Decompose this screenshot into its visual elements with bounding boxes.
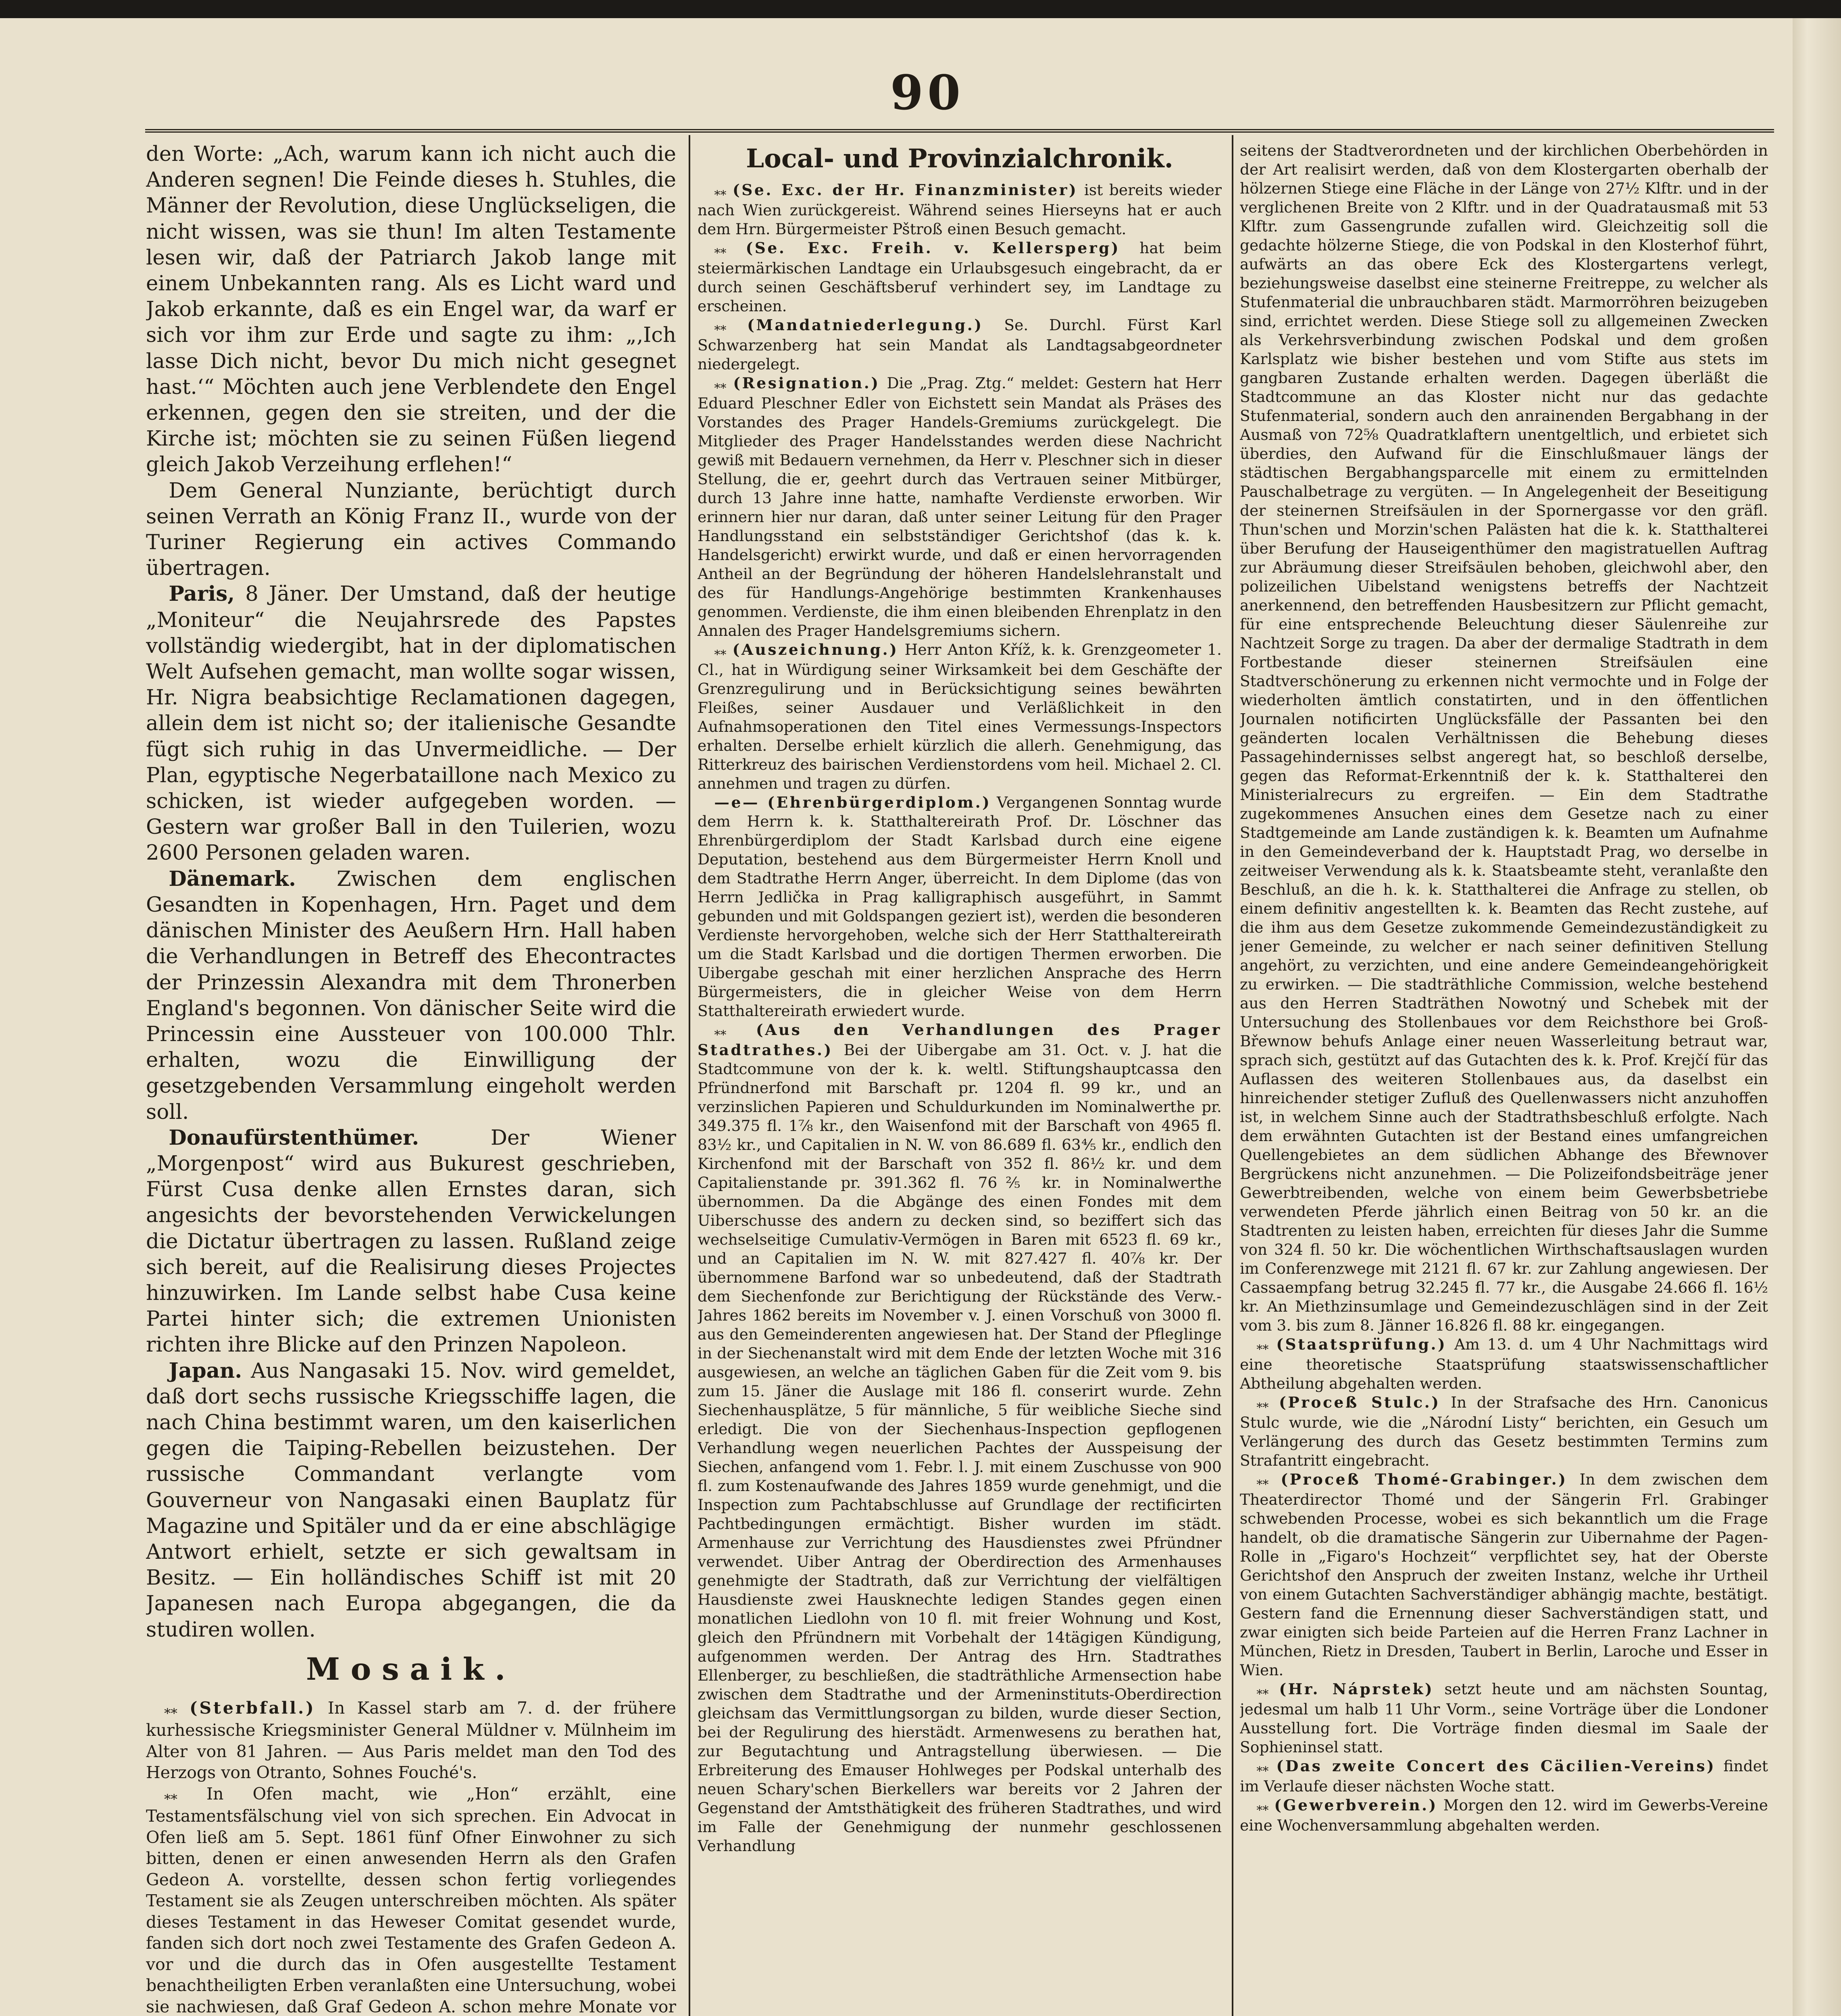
article-text: Zwischen dem englischen Gesandten in Kopenhagen, Hrn. Paget und dem dänischen Minister des Aeußern Hrn. Hall haben die Verhandlungen in Betreff des Ehecontractes der Prinzessin Alexandra mit dem Thronerben England's begonnen. Von dänischer Seite wird die Princessin eine Aussteuer von 100.000 Thlr. erhalten, wozu die Einwilligung der gesetzgebenden Versammlung eingeholt werden soll. (146, 866, 676, 1124)
column-right (1240, 141, 1768, 2016)
column-left (146, 141, 676, 2016)
header-rule (145, 129, 1774, 133)
article-paragraph (146, 141, 676, 478)
article-lead: Japan. (169, 1358, 242, 1383)
article-paragraph: ⁎⁎ (Hr. Náprstek) setzt heute und am nächsten Sountag, jedesmal um halb 11 Uhr Vorm., seine Vorträge über die Londoner Ausstellung fort. Die Vorträge finden diesmal im Saale der Sophieninsel statt. (1240, 1680, 1768, 1756)
page-number: 90 (890, 65, 965, 121)
article-lead: (Auszeichnung.) (732, 641, 899, 658)
article-paragraph: ⁎⁎ (Staatsprüfung.) Am 13. d. um 4 Uhr Nachmittags wird eine theoretische Staatsprüfung staatswissenschaftlicher Abtheilung abgehalten werden. (1240, 1335, 1768, 1392)
article-lead: (Se. Exc. Freih. v. Kellersperg) (746, 239, 1120, 257)
article-lead: (Resignation.) (733, 374, 880, 392)
article-paragraph (146, 1358, 676, 1643)
article-lead: Dänemark. (169, 866, 296, 891)
article-paragraph: ⁎⁎ (Se. Exc. der Hr. Finanzminister) ist bereits wieder nach Wien zurückgereist. Während seines Hierseyns hat er auch dem Hrn. Bürgermeister Pštroß einen Besuch gemacht. (698, 181, 1222, 238)
article-lead: (Sterbfall.) (190, 1698, 316, 1718)
article-paragraph (698, 793, 1222, 1020)
article-paragraph (1240, 141, 1768, 1335)
article-paragraph: ⁎⁎ (Das zweite Concert des Cäcilien-Vereins) findet im Verlaufe dieser nächsten Woche statt. (1240, 1757, 1768, 1795)
article-lead: —e— (Ehrenbürgerdiplom.) (714, 793, 991, 811)
article-paragraph: ⁎⁎ (Aus den Verhandlungen des Prager Stadtrathes.) Bei der Uibergabe am 31. Oct. v. J. hat die Stadtcommune von der k. k. weltl. Stiftungshauptcassa den Pfründnerfond mit Barschaft pr. 1204 fl. 99 kr., und an verzinslichen Papieren und Schuldurkunden im Nominalwerthe pr. 349.375 fl. 1⅞ kr., den Waisenfond mit der Barschaft von 4965 fl. 83½ kr., und Capitalien in N. W. von 86.689 fl. 63⅘ kr., endlich den Kirchenfond mit der Barschaft von 352 fl. 86½ kr. und dem Capitalienstande pr. 391.362 fl. 76⅖ kr. in Nominalwerthe übernommen. Da die Abgänge des einen Fondes mit dem Uiberschusse des andern zu decken sind, so beziffert sich das wechselseitige Cumulativ-Vermögen in Baren mit 6523 fl. 69 kr., und an Capitalien im N. W. mit 827.427 fl. 40⅞ kr. Der übernommene Barfond war so unbedeutend, daß der Stadtrath dem Siechenfonde zur Berichtigung der Rückstände des Verw.-Jahres 1862 bereits im November v. J. einen Vorschuß von 3000 fl. aus den Gemeinderenten angewiesen hat. Der Stand der Pfleglinge in der Siechenanstalt wird mit dem Ende der letzten Woche mit 316 ausgewiesen, an welche an täglichen Gaben für die Zeit vom 9. bis zum 15. Jäner die Auslage mit 186 fl. conserirt wurde. Zehn Siechenhausplätze, 5 für männliche, 5 für weibliche Sieche sind erledigt. Die von der Siechenhaus-Inspection gepflogenen Verhandlung wegen neuerlichen Pachtes der Ausspeisung der Siechen, anfangend vom 1. Febr. l. J. mit einem Zuschusse von 900 fl. zum Kostenaufwande des Jahres 1859 wurde genehmigt, und die Inspection zum Pachtabschlusse auf Grundlage der rectificirten Pachtbedingungen ermächtigt. Bisher wurden im städt. Armenhause zur Verrichtung des Hausdienstes zwei Pfründner verwendet. Uiber Antrag der Oberdirection des Armenhauses genehmigte der Stadtrath, daß zur Verrichtung der vielfältigen Hausdienste zwei Hausknechte ledigen Standes gegen einen monatlichen Liedlohn von 10 fl. mit freier Wohnung und Kost, gleich den Pfründnern mit Vorbehalt der 14tägigen Kündigung, aufgenommen werden. Der Antrag des Hrn. Stadtrathes Ellenberger, zu beschließen, die stadträthliche Armensection habe zwischen dem Stadtrathe und der Armeninstituts-Oberdirection gleichsam das Vermittlungsorgan zu bilden, wurde dieser Section, bei der Regulirung des hierstädt. Armenwesens zu berathen hat, zur Begutachtung und Antragstellung überwiesen. — Die Erbreiterung des Emauser Hohlweges per Podskal unterhalb des neuen Schary'schen Bierkellers war bereits vor 2 Jahren der Gegenstand der Amtsthätigkeit des früheren Stadtrathes, und wird im Falle der Genehmigung der nunmehr geschlossenen Verhandlung (698, 1021, 1222, 1855)
article-text: In Ofen macht, wie „Hon“ erzählt, eine Testamentsfälschung viel von sich sprechen. Ein Advocat in Ofen ließ am 5. Sept. 1861 fünf Ofner Einwohner zu sich bitten, denen er einen anwesenden Herrn als den Grafen Gedeon A. vorstellte, dessen schon fertig vorliegendes Testament sie als Zeugen unterschreiben möchten. Als später dieses Testament in das Heweser Comitat gesendet wurde, fanden sich dort noch zwei Testamente des Grafen Gedeon A. vor und die durch das in Ofen ausgestellte Testament benachtheiligten Erben veranlaßten eine Untersuchung, wobei sie nachwiesen, daß Graf Gedeon A. schon mehre Monate vor (146, 1784, 676, 2016)
article-text: findet im Verlaufe dieser nächsten Woche statt. (1240, 1757, 1768, 1795)
article-lead: (Staatsprüfung.) (1276, 1335, 1447, 1353)
article-text: Bei der Uibergabe am 31. Oct. v. J. hat die Stadtcommune von der k. k. weltl. Stiftungshauptcassa den Pfründnerfond mit Barschaft pr. 1204 fl. 99 kr., und an verzinslichen Papieren und Schuldurkunden im Nominalwerthe pr. 349.375 fl. 1⅞ kr., den Waisenfond mit der Barschaft von 4965 fl. 83½ kr., und Capitalien in N. W. von 86.689 fl. 63⅘ kr., endlich den Kirchenfond mit der Barschaft von 352 fl. 86½ kr. und dem Capitalienstande pr. 391.362 fl. 76⅖ kr. in Nominalwerthe übernommen. Da die Abgänge des einen Fondes mit dem Uiberschusse des andern zu decken sind, so beziffert sich das wechselseitige Cumulativ-Vermögen in Baren mit 6523 fl. 69 kr., und an Capitalien im N. W. mit 827.427 fl. 40⅞ kr. Der übernommene Barfond war so unbedeutend, daß der Stadtrath dem Siechenfonde zur Berichtigung der Rückstände des Verw.-Jahres 1862 bereits im November v. J. einen Vorschuß von 3000 fl. aus den Gemeinderenten angewiesen hat. Der Stand der Pfleglinge in der Siechenanstalt wird mit dem Ende der letzten Woche mit 316 ausgewiesen, an welche an täglichen Gaben für die Zeit vom 9. bis zum 15. Jäner die Auslage mit 186 fl. conserirt wurde. Zehn Siechenhausplätze, 5 für männliche, 5 für weibliche Sieche sind erledigt. Die von der Siechenhaus-Inspection gepflogenen Verhandlung wegen neuerlichen Pachtes der Ausspeisung der Siechen, anfangend vom 1. Febr. l. J. mit einem Zuschusse von 900 fl. zum Kostenaufwande des Jahres 1859 wurde genehmigt, und die Inspection zum Pachtabschlusse auf Grundlage der rectificirten Pachtbedingungen ermächtigt. Bisher wurden im städt. Armenhause zur Verrichtung des Hausdienstes zwei Pfründner verwendet. Uiber Antrag der Oberdirection des Armenhauses genehmigte der Stadtrath, daß zur Verrichtung der vielfältigen Hausdienste zwei Hausknechte ledigen Standes gegen einen monatlichen Liedlohn von 10 fl. mit freier Wohnung und Kost, gleich den Pfründnern mit Vorbehalt der 14tägigen Kündigung, aufgenommen werden. Der Antrag des Hrn. Stadtrathes Ellenberger, zu beschließen, die stadträthliche Armensection habe zwischen dem Stadtrathe und der Armeninstituts-Oberdirection gleichsam das Vermittlungsorgan zu bilden, wurde dieser Section, bei der Regulirung des hierstädt. Armenwesens zu berathen hat, zur Begutachtung und Antragstellung überwiesen. — Die Erbreiterung des Emauser Hohlweges per Podskal unterhalb des neuen Schary'schen Bierkellers war bereits vor 2 Jahren der Gegenstand der Amtsthätigkeit des früheren Stadtrathes, und wird im Falle der Genehmigung der nunmehr geschlossenen Verhandlung (698, 1041, 1222, 1855)
page-edge (1793, 18, 1841, 2016)
article-lead: (Proceß Stulc.) (1279, 1393, 1441, 1411)
article-text: Am 13. d. um 4 Uhr Nachmittags wird eine theoretische Staatsprüfung staatswissenschaftlicher Abtheilung abgehalten werden. (1240, 1335, 1768, 1392)
article-paragraph: ⁎⁎ (Auszeichnung.) Herr Anton Kříž, k. k. Grenzgeometer 1. Cl., hat in Würdigung seiner Wirksamkeit bei dem Geschäfte der Grenzregulirung und in Berücksichtigung seines bewährten Fleißes, seiner Ausdauer und Verläßlichkeit in den Aufnahmsoperationen den Titel eines Vermessungs-Inspectors erhalten. Derselbe erhielt kürzlich die allerh. Genehmigung, das Ritterkreuz des bairischen Verdienstordens vom heil. Michael 2. Cl. annehmen und tragen zu dürfen. (698, 641, 1222, 792)
article-paragraph (146, 866, 676, 1125)
article-paragraph: ⁎⁎ (Proceß Thomé-Grabinger.) In dem zwischen dem Theaterdirector Thomé und der Sängerin Frl. Grabinger schwebenden Processe, wobei es sich bekanntlich um die Frage handelt, ob die dramatische Sängerin zur Uibernahme der Pagen-Rolle in „Figaro's Hochzeit“ verpflichtet sey, hat der Oberste Gerichtshof den Anspruch der zweiten Instanz, welche ihr Urtheil von einem Gutachten Sachverständiger abhängig machte, bestätigt. Gestern fand die Ernennung dieser Sachverständigen statt, und zwar einigten sich beide Parteien auf die Herren Franz Lachner in München, Rietz in Dresden, Taubert in Berlin, Laroche und Esser in Wien. (1240, 1470, 1768, 1679)
article-text: Die „Prag. Ztg.“ meldet: Gestern hat Herr Eduard Pleschner Edler von Eichstett sein Mandat als Präses des Vorstandes des Prager Handels-Gremiums zurückgelegt. Die Mitglieder des Prager Handelsstandes werden diese Nachricht gewiß mit Bedauern vernehmen, da Herr v. Pleschner sich in dieser Stellung, die er, geehrt durch das Vertrauen seiner Mitbürger, durch 13 Jahre inne hatte, namhafte Verdienste erworben. Wir erinnern hier nur daran, daß unter seiner Leitung für den Prager Handlungsstand ein selbstständiger Gerichtshof (das k. k. Handelsgericht) erwirkt wurde, und daß er einen hervorragenden Antheil an der Begründung der höheren Handelslehranstalt und des für Handlungs-Angehörige bestimmten Krankenhauses genommen. Verdienste, die ihm einen bleibenden Ehrenplatz in den Annalen des Prager Handelsgremiums sichern. (698, 374, 1222, 639)
article-lead: (Se. Exc. der Hr. Finanzminister) (732, 181, 1078, 199)
article-paragraph (146, 581, 676, 866)
article-text: In der Strafsache des Hrn. Canonicus Stulc wurde, wie die „Národní Listy“ berichten, ein Gesuch um Verlängerung des durch das Gesetz bestimmten Termins zum Strafantritt eingebracht. (1240, 1393, 1768, 1469)
article-paragraph (146, 478, 676, 581)
article-lead: Paris, (169, 582, 235, 606)
article-text: hat beim steiermärkischen Landtage ein Urlaubsgesuch eingebracht, da er durch seinen Geschäftsberuf verhindert sey, im Landtage zu erscheinen. (698, 239, 1222, 315)
article-paragraph (146, 1125, 676, 1358)
left-news-section (146, 141, 676, 1643)
article-paragraph: ⁎⁎ In Ofen macht, wie „Hon“ erzählt, eine Testamentsfälschung viel von sich sprechen. Ein Advocat in Ofen ließ am 5. Sept. 1861 fünf Ofner Einwohner zu sich bitten, denen er einen anwesenden Herrn als den Grafen Gedeon A. vorstellte, dessen schon fertig vorliegendes Testament sie als Zeugen unterschreiben möchten. Als später dieses Testament in das Heweser Comitat gesendet wurde, fanden sich dort noch zwei Testamente des Grafen Gedeon A. vor und die durch das in Ofen ausgestellte Testament benachtheiligten Erben veranlaßten eine Untersuchung, wobei sie nachwiesen, daß Graf Gedeon A. schon mehre Monate vor (146, 1783, 676, 2016)
article-text: Morgen den 12. wird im Gewerbs-Vereine eine Wochenversammlung abgehalten werden. (1240, 1796, 1768, 1834)
article-paragraph: ⁎⁎ (Gewerbverein.) Morgen den 12. wird im Gewerbs-Vereine eine Wochenversammlung abgehalten werden. (1240, 1796, 1768, 1834)
article-text: setzt heute und am nächsten Sountag, jedesmal um halb 11 Uhr Vorm., seine Vorträge über die Londoner Ausstellung fort. Die Vorträge finden diesmal im Saale der Sophieninsel statt. (1240, 1680, 1768, 1756)
article-text: den Worte: „Ach, warum kann ich nicht auch die Anderen segnen! Die Feinde dieses h. Stuhles, die Männer der Revolution, diese Unglückseligen, die nicht wissen, was sie thun! Im alten Testamente lesen wir, daß der Patriarch Jakob lange mit einem Unbekannten rang. Als es Licht ward und Jakob erkannte, daß es ein Engel war, da warf er sich vor ihm zur Erde und sagte zu ihm: „‚Ich lasse Dich nicht, bevor Du mich nicht gesegnet hast.‘“ Möchten auch jene Verblendete den Engel erkennen, gegen den sie streiten, und der die Kirche ist; möchten sie zu seinen Füßen liegend gleich Jakob Verzeihung erflehen!“ (146, 142, 676, 477)
article-lead: (Gewerbverein.) (1274, 1796, 1438, 1814)
article-paragraph: ⁎⁎ (Sterbfall.) In Kassel starb am 7. d. der frühere kurhessische Kriegsminister General Müldner v. Mülnheim im Alter von 81 Jahren. — Aus Paris meldet man den Tod des Herzogs von Otranto, Sohnes Fouché's. (146, 1698, 676, 1783)
article-text: Vergangenen Sonntag wurde dem Herrn k. k. Statthaltereirath Prof. Dr. Löschner das Ehrenbürgerdiplom der Stadt Karlsbad durch eine eigene Deputation, bestehend aus dem Bürgermeister Herrn Knoll und dem Stadtrathe Herrn Anger, überreicht. In dem Diplome (das von Herrn Jedlička in Prag kalligraphisch ausgeführt, in Sammt gebunden und mit Goldspangen geziert ist), werden die besonderen Verdienste hervorgehoben, welche sich der Herr Statthaltereirath um die Stadt Karlsbad und die dortigen Thermen erworben. Die Uibergabe geschah mit einer herzlichen Ansprache des Herrn Bürgermeisters, die in gleicher Weise von dem Herrn Statthaltereirath erwiedert wurde. (698, 793, 1222, 1020)
article-text: Aus Nangasaki 15. Nov. wird gemeldet, daß dort sechs russische Kriegsschiffe lagen, die nach China bestimmt waren, um den kaiserlichen gegen die Taiping-Rebellen beizustehen. Der russische Commandant verlangte vom Gouverneur von Nangasaki einen Bauplatz für Magazine und Spitäler und da er eine abschlägige Antwort erhielt, setzte er sich gewaltsam in Besitz. — Ein holländisches Schiff ist mit 20 Japanesen nach Europa abgegangen, die da studiren wollen. (146, 1358, 676, 1642)
column-divider (689, 135, 690, 2016)
article-lead: (Aus den Verhandlungen des Prager Stadtrathes.) (698, 1021, 1222, 1059)
article-paragraph: ⁎⁎ (Mandatniederlegung.) Se. Durchl. Fürst Karl Schwarzenberg hat sein Mandat als Landtagsabgeordneter niedergelegt. (698, 316, 1222, 373)
column-divider (1232, 135, 1233, 2016)
article-lead: Donaufürstenthümer. (169, 1125, 419, 1150)
article-lead: (Proceß Thomé-Grabinger.) (1281, 1470, 1568, 1488)
article-paragraph: ⁎⁎ (Se. Exc. Freih. v. Kellersperg) hat beim steiermärkischen Landtage ein Urlaubsgesuch eingebracht, da er durch seinen Geschäftsberuf verhindert sey, im Landtage zu erscheinen. (698, 239, 1222, 315)
article-text: Der Wiener „Morgenpost“ wird aus Bukurest geschrieben, Fürst Cusa denke allen Ernstes daran, sich angesichts der bevorstehenden Verwickelungen die Dictatur übertragen zu lassen. Rußland zeige sich bereit, auf die Realisirung dieses Projectes hinzuwirken. Im Lande selbst habe Cusa keine Partei hinter sich; die extremen Unionisten richten ihre Blicke auf den Prinzen Napoleon. (146, 1125, 676, 1357)
article-paragraph: ⁎⁎ (Resignation.) Die „Prag. Ztg.“ meldet: Gestern hat Herr Eduard Pleschner Edler von Eichstett sein Mandat als Präses des Vorstandes des Prager Handels-Gremiums zurückgelegt. Die Mitglieder des Prager Handelsstandes werden diese Nachricht gewiß mit Bedauern vernehmen, da Herr v. Pleschner sich in dieser Stellung, die er, geehrt durch das Vertrauen seiner Mitbürger, durch 13 Jahre inne hatte, namhafte Verdienste erworben. Wir erinnern hier nur daran, daß unter seiner Leitung für den Prager Handlungsstand ein selbstständiger Gerichtshof (das k. k. Handelsgericht) erwirkt wurde, und daß er einen hervorragenden Antheil an der Begründung der höheren Handelslehranstalt und des für Handlungs-Angehörige bestimmten Krankenhauses genommen. Verdienste, die ihm einen bleibenden Ehrenplatz in den Annalen des Prager Handelsgremiums sichern. (698, 374, 1222, 639)
article-text: Se. Durchl. Fürst Karl Schwarzenberg hat sein Mandat als Landtagsabgeordneter niedergelegt. (698, 316, 1222, 373)
article-text: seitens der Stadtverordneten und der kirchlichen Oberbehörden in der Art realisirt werden, daß von dem Klostergarten oberhalb der hölzernen Stiege eine Fläche in der Länge von 27½ Klftr. und in der verglichenen Breite von 2 Klftr. und in der Quadratausmaß mit 53 Klftr. zum Gassengrunde zufallen wird. Gleichzeitig soll die gedachte hölzerne Stiege, die von Podskal in den Klosterhof führt, aufwärts an das obere Eck des Klostergartens verlegt, beziehungsweise daselbst eine steinerne Freitreppe, zu welcher als Stufenmaterial die unbrauchbaren städt. Marmorröhren beizugeben sind, errichtet werden. Diese Stiege soll zu allgemeinen Zwecken als Verkehrsverbindung zwischen Podskal und dem großen Karlsplatz wie bisher bestehen und vom Stifte aus stets im gangbaren Zustande erhalten werden. Dagegen überläßt die Stadtcommune an das Kloster nicht nur das gedachte Stufenmaterial, sondern auch den anrainenden Bergabhang in der Ausmaß von 72⅝ Quadratklaftern unentgeltlich, und erbietet sich überdies, den Aufwand für die Einschlußmauer längs der städtischen Bergabhangsparcelle mit einem zu ermittelnden Pauschalbetrage zu vergüten. — In Angelegenheit der Beseitigung der steinernen Streifsäulen in der Spornergasse vor den gräfl. Thun'schen und Morzin'schen Palästen hat die k. k. Statthalterei über Berufung der Hauseigenthümer den magistratuellen Auftrag zur Abräumung dieser Streifsäulen behoben, gleichwohl aber, den polizeilichen Uibelstand wenigstens betreffs der Nachtzeit anerkennend, den betreffenden Hausbesitzern zur Pflicht gemacht, für eine entsprechende Beleuchtung dieser Säulenreihe zur Nachtzeit Sorge zu tragen. Da aber der dermalige Stadtrath in dem Fortbestande dieser steinernen Streifsäulen eine Stadtverschönerung zu erkennen nicht vermochte und in Folge der wiederholten ämtlich constatirten, und in den öffentlichen Journalen notificirten Unglücksfälle der Passanten bei den geänderten localen Verhältnissen die Behebung dieses Passagehindernisses selbst angeregt hat, so beschloß derselbe, gegen das Reformat-Erkenntniß der k. k. Statthalterei den Ministerialrecurs zu ergreifen. — Ein dem Stadtrathe zugekommenes Ansuchen eines dem Gesetze nach zu einer Stadtgemeinde am Lande zuständigen k. k. Beamten um Aufnahme in den Gemeindeverband der k. Hauptstadt Prag, wo derselbe in zeitweiser Verwendung als k. k. Staatsbeamte steht, veranlaßte den Beschluß, an die h. k. k. Statthalterei die Anfrage zu stellen, ob einem definitiv angestellten k. k. Beamten das Recht zustehe, auf die ihm aus dem Gesetze zukommende Gemeindezuständigkeit zu jener Gemeinde, zu welcher er nach seiner definitiven Stellung angehört, zu verzichten, und eine andere Gemeindeangehörigkeit zu erwirken. — Die stadträthliche Commission, welche bestehend aus den Herren Stadträthen Nowotný und Schebek mit der Untersuchung des Stollenbaues vor dem Reichsthore bei Groß-Břewnow behufs Anlage einer neuen Wasserleitung betraut war, sprach sich, gestützt auf das Gutachten des k. k. Prof. Krejčí für das Auflassen des weiteren Stollenbaues aus, da daselbst ein hinreichender stetiger Zufluß des Quellenwassers nicht anzuhoffen ist, in welchem Sinne auch der Stadtrathsbeschluß erfolgte. Nach dem erwähnten Gutachten ist der Bestand eines umfangreichen Quellengebietes an dem südlichen Abhange des Břewnover Bergrückens nicht anzunehmen. — Die Polizeifondsbeiträge jener Gewerbtreibenden, welche von einem beim Gewerbsbetriebe verwendeten Pferde jährlich einen Beitrag von 50 kr. an die Stadtrenten zu leisten haben, erreichten für dieses Jahr die Summe von 324 fl. 50 kr. Die wöchentlichen Wirthschaftsauslagen wurden im Conferenzwege mit 2121 fl. 67 kr. zur Zahlung angewiesen. Der Cassaempfang betrug 32.245 fl. 77 kr., die Ausgabe 24.666 fl. 16½ kr. An Miethzinsumlage und Gemeindezuschlägen sind in der Zeit vom 3. bis zum 8. Jänner 16.826 fl. 88 kr. eingegangen. (1240, 142, 1768, 1334)
article-lead: (Hr. Náprstek) (1279, 1680, 1434, 1698)
article-text: In dem zwischen dem Theaterdirector Thomé und der Sängerin Frl. Grabinger schwebenden Processe, wobei es sich bekanntlich um die Frage handelt, ob die dramatische Sängerin zur Uibernahme der Pagen-Rolle in „Figaro's Hochzeit“ verpflichtet sey, hat der Oberste Gerichtshof den Anspruch der zweiten Instanz, welche ihr Urtheil von einem Gutachten Sachverständiger abhängig machte, bestätigt. Gestern fand die Ernennung dieser Sachverständigen statt, und zwar einigten sich beide Parteien auf die Herren Franz Lachner in München, Rietz in Dresden, Taubert in Berlin, Laroche und Esser in Wien. (1240, 1470, 1768, 1679)
section-heading-local-chronicle: Local- und Provinzialchronik. (746, 144, 1173, 174)
article-text: Dem General Nunziante, berüchtigt durch seinen Verrath an König Franz II., wurde von der Turiner Regierung ein actives Commando übertragen. (146, 478, 676, 581)
article-text: 8 Jäner. Der Umstand, daß der heutige „Moniteur“ die Neujahrsrede des Papstes vollständig wiedergibt, hat in der diplomatischen Welt Aufsehen gemacht, man wollte sogar wissen, Hr. Nigra beabsichtige Reclamationen dagegen, allein dem ist nicht so; der italienische Gesandte fügt sich ruhig in das Unvermeidliche. — Der Plan, egyptische Negerbataillone nach Mexico zu schicken, ist wieder aufgegeben worden. — Gestern war großer Ball in den Tuilerien, wozu 2600 Personen geladen waren. (146, 582, 676, 865)
article-text: Herr Anton Kříž, k. k. Grenzgeometer 1. Cl., hat in Würdigung seiner Wirksamkeit bei dem Geschäfte der Grenzregulirung und in Berücksichtigung seines bewährten Fleißes, seiner Ausdauer und Verläßlichkeit in den Aufnahmsoperationen den Titel eines Vermessungs-Inspectors erhalten. Derselbe erhielt kürzlich die allerh. Genehmigung, das Ritterkreuz des bairischen Verdienstordens vom heil. Michael 2. Cl. annehmen und tragen zu dürfen. (698, 641, 1222, 792)
article-text: ist bereits wieder nach Wien zurückgereist. Während seines Hierseyns hat er auch dem Hrn. Bürgermeister Pštroß einen Besuch gemacht. (698, 181, 1222, 238)
section-heading-mosaik: Mosaik. (306, 1651, 516, 1687)
mosaik-section (146, 1697, 676, 2016)
article-text: In Kassel starb am 7. d. der frühere kurhessische Kriegsminister General Müldner v. Mülnheim im Alter von 81 Jahren. — Aus Paris meldet man den Tod des Herzogs von Otranto, Sohnes Fouché's. (146, 1698, 676, 1783)
article-lead: (Das zweite Concert des Cäcilien-Vereins) (1276, 1757, 1716, 1775)
article-paragraph: ⁎⁎ (Proceß Stulc.) In der Strafsache des Hrn. Canonicus Stulc wurde, wie die „Národní Listy“ berichten, ein Gesuch um Verlängerung des durch das Gesetz bestimmten Termins zum Strafantritt eingebracht. (1240, 1393, 1768, 1469)
article-lead: (Mandatniederlegung.) (747, 316, 983, 334)
column-middle (698, 141, 1222, 2016)
